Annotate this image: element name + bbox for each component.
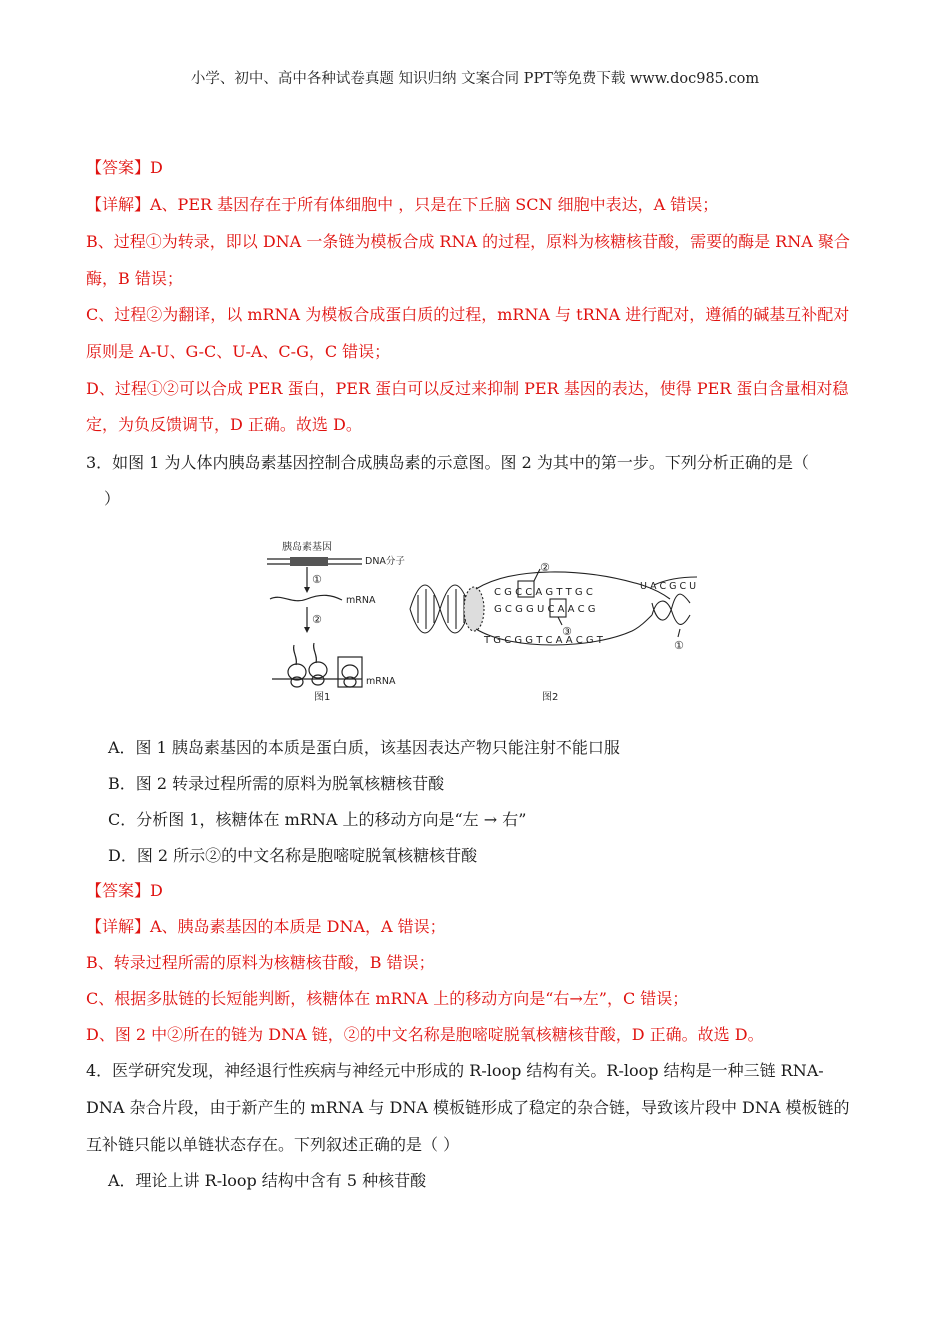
fig1-gene-label: 胰岛素基因 bbox=[282, 542, 332, 553]
fig1-caption: 图1 bbox=[314, 692, 331, 703]
q3-option-d: D．图 2 所示②的中文名称是胞嘧啶脱氧核糖核苷酸 bbox=[108, 846, 478, 865]
fig2-top-strand: C G C C A G T T G C bbox=[494, 587, 593, 598]
fig2-mark-1: ① bbox=[674, 639, 684, 652]
figure-2 bbox=[410, 561, 697, 703]
gene-segment bbox=[290, 557, 328, 566]
q3-option-a: A．图 1 胰岛素基因的本质是蛋白质，该基因表达产物只能注射不能口服 bbox=[108, 738, 620, 757]
q2-solution-line-5: 原则是 A-U、G-C、U-A、C-G，C 错误； bbox=[86, 342, 391, 361]
q3-solution-line-3: C、根据多肽链的长短能判断，核糖体在 mRNA 上的移动方向是“右→左”，C 错误； bbox=[86, 989, 689, 1008]
fig1-mrna-label-2: mRNA bbox=[366, 676, 396, 687]
q2-solution-line-2: B、过程①为转录，即以 DNA 一条链为模板合成 RNA 的过程，原料为核糖核苷酸，需要的酶是 RNA 聚合 bbox=[86, 232, 850, 251]
fig2-mark-2: ② bbox=[540, 561, 550, 574]
q2-solution-line-6: D、过程①②可以合成 PER 蛋白，PER 蛋白可以反过来抑制 PER 基因的表达，使得 PER 蛋白含量相对稳 bbox=[86, 379, 849, 398]
q3-solution-line-1: 【详解】A、胰岛素基因的本质是 DNA，A 错误； bbox=[86, 917, 446, 936]
q3-answer: 【答案】D bbox=[86, 881, 163, 900]
q4-option-a: A．理论上讲 R-loop 结构中含有 5 种核苷酸 bbox=[108, 1171, 427, 1190]
q3-option-b: B．图 2 转录过程所需的原料为脱氧核糖核苷酸 bbox=[108, 774, 445, 793]
q4-stem-line-2: DNA 杂合片段，由于新产生的 mRNA 与 DNA 模板链形成了稳定的杂合链，导致该片段中 DNA 模板链的 bbox=[86, 1098, 850, 1117]
fig1-step-1: ① bbox=[312, 573, 322, 586]
q3-stem-line-1: 3．如图 1 为人体内胰岛素基因控制合成胰岛素的示意图。图 2 为其中的第一步。下列分析正确的是（ bbox=[86, 453, 809, 472]
fig1-dna-label: DNA分子 bbox=[365, 556, 405, 567]
q3-stem-line-2: ） bbox=[104, 489, 121, 508]
fig2-caption: 图2 bbox=[542, 692, 559, 703]
q2-solution-line-3: 酶，B 错误； bbox=[86, 269, 183, 288]
fig1-mrna-label-1: mRNA bbox=[346, 595, 376, 606]
q4-stem-line-3: 互补链只能以单链状态存在。下列叙述正确的是（ ） bbox=[86, 1135, 460, 1154]
q2-answer: 【答案】D bbox=[86, 158, 163, 177]
transcription-diagram bbox=[262, 537, 702, 707]
q2-solution-line-7: 定，为负反馈调节，D 正确。故选 D。 bbox=[86, 415, 362, 434]
q4-stem-line-1: 4．医学研究发现，神经退行性疾病与神经元中形成的 R-loop 结构有关。R-loop 结构是一种三链 RNA- bbox=[86, 1061, 824, 1080]
q2-solution-line-4: C、过程②为翻译，以 mRNA 为模板合成蛋白质的过程，mRNA 与 tRNA 进行配对，遵循的碱基互补配对 bbox=[86, 305, 850, 324]
q3-solution-line-2: B、转录过程所需的原料为核糖核苷酸，B 错误； bbox=[86, 953, 435, 972]
q3-option-c: C．分析图 1，核糖体在 mRNA 上的移动方向是“左 → 右” bbox=[108, 810, 527, 829]
fig1-step-2: ② bbox=[312, 613, 322, 626]
rna-polymerase bbox=[464, 587, 484, 631]
fig2-mark-3: ③ bbox=[562, 625, 572, 638]
fig2-mid-strand: G C G G U C A A C G bbox=[494, 604, 596, 615]
fig2-rna-tail: U A C G C U bbox=[640, 581, 697, 592]
fig2-bottom-strand: T G C G G T C A A C G T bbox=[484, 635, 603, 646]
figure-1 bbox=[267, 540, 405, 703]
page-header: 小学、初中、高中各种试卷真题 知识归纳 文案合同 PPT等免费下载 www.doc985.com bbox=[190, 71, 760, 87]
q2-solution-line-1: 【详解】A、PER 基因存在于所有体细胞中 ，只是在下丘脑 SCN 细胞中表达，A 错误； bbox=[86, 195, 719, 214]
q3-solution-line-4: D、图 2 中②所在的链为 DNA 链，②的中文名称是胞嘧啶脱氧核糖核苷酸，D 正确。故选 D。 bbox=[86, 1025, 764, 1044]
q3-figure bbox=[262, 537, 702, 707]
